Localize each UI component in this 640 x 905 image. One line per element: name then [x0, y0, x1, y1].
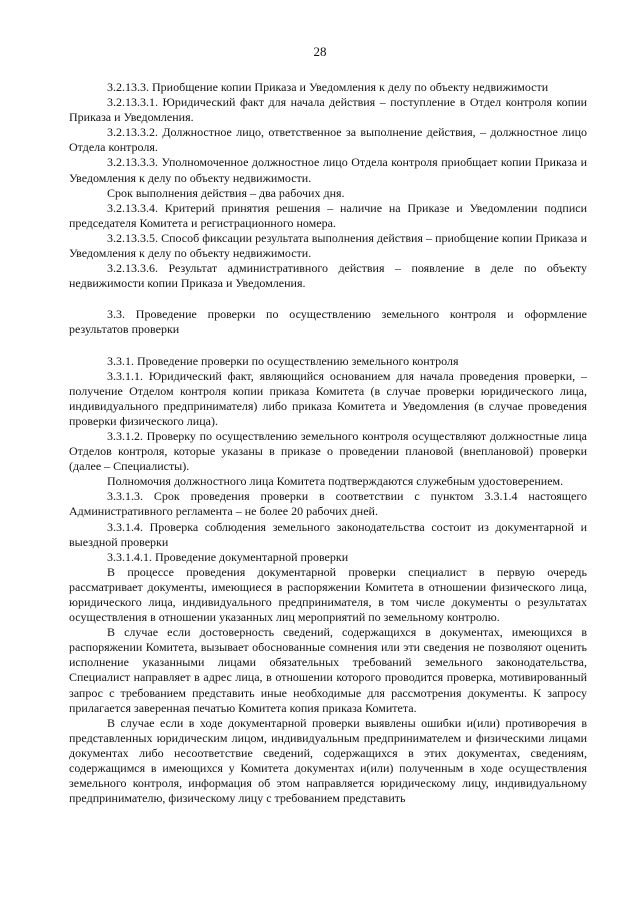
- paragraph: 3.2.13.3.4. Критерий принятия решения – наличие на Приказе и Уведомлении подписи председателя Комитета и регистрационного номера.: [69, 200, 587, 230]
- paragraph: 3.2.13.3.6. Результат административного действия – появление в деле по объекту недвижимости копии Приказа и Уведомления.: [69, 261, 587, 291]
- paragraph: 3.3.1.2. Проверку по осуществлению земельного контроля осуществляют должностные лица Отделов контроля, которые указаны в приказе о проведении плановой (внеплановой) проверки (далее – Специалисты).: [69, 428, 587, 474]
- paragraph: 3.3.1.4. Проверка соблюдения земельного законодательства состоит из документарной и выездной проверки: [69, 519, 587, 549]
- subsection-heading: 3.3.1. Проведение проверки по осуществлению земельного контроля: [107, 353, 459, 368]
- paragraph: В случае если в ходе документарной проверки выявлены ошибки и(или) противоречия в представленных юридическим лицом, индивидуальным предпринимателем и физическими лицами документах либо несоответствие сведений, содержащихся в этих документах, сведениям, содержащимся в имеющихся у Комитета документах и(или) полученным в ходе осуществления земельного контроля, информация об этом направляется юридическому лицу, индивидуальному предпринимателю, физическому лицу с требованием представить: [69, 715, 587, 806]
- paragraph: 3.2.13.3. Приобщение копии Приказа и Уведомления к делу по объекту недвижимости: [107, 80, 549, 94]
- paragraph: 3.3.1.3. Срок проведения проверки в соответствии с пунктом 3.3.1.4 настоящего Административного регламента – не более 20 рабочих дней.: [69, 489, 587, 519]
- paragraph: 3.3.1.1. Юридический факт, являющийся основанием для начала проведения проверки, – получение Отделом контроля копии приказа Комитета (в случае проверки юридического лица, индивидуального предпринимателя) либо приказа Комитета и Уведомления (в случае проведения проверки физического лица).: [69, 368, 587, 428]
- paragraph: Полномочия должностного лица Комитета подтверждаются служебным удостоверением.: [107, 474, 564, 489]
- paragraph: 3.2.13.3.2. Должностное лицо, ответственное за выполнение действия, – должностное лицо Отдела контроля.: [69, 125, 587, 155]
- section-heading: 3.3. Проведение проверки по осуществлению земельного контроля и оформление результатов проверки: [69, 307, 587, 337]
- paragraph: В случае если достоверность сведений, содержащихся в документах, имеющихся в распоряжении Комитета, вызывает обоснованные сомнения или эти сведения не позволяют оценить исполнение указанными лицами обязательных требований земельного законодательства, Специалист направляет в адрес лица, в отношении которого проводится проверка, мотивированный запрос с требованием представить иные необходимые для рассмотрения документы. К запросу прилагается заверенная печатью Комитета копия приказа Комитета.: [69, 625, 587, 715]
- paragraph: Срок выполнения действия – два рабочих дня.: [107, 185, 345, 200]
- paragraph: 3.2.13.3.5. Способ фиксации результата выполнения действия – приобщение копии Приказа и Уведомления к делу по объекту недвижимости.: [69, 230, 587, 261]
- page-number: 28: [313, 44, 327, 59]
- paragraph: 3.3.1.4.1. Проведение документарной проверки: [107, 549, 349, 564]
- paragraph: В процессе проведения документарной проверки специалист в первую очередь рассматривает документы, имеющиеся в распоряжении Комитета в отношении физического лица, юридического лица, индивидуального предпринимателя, в том числе документы о результатах осуществления в отношении указанных лиц мероприятий по земельному контролю.: [69, 564, 587, 625]
- document-body: [69, 80, 587, 806]
- paragraph: 3.2.13.3.3. Уполномоченное должностное лицо Отдела контроля приобщает копии Приказа и Уведомления к делу по объекту недвижимости.: [69, 155, 587, 185]
- paragraph: 3.2.13.3.1. Юридический факт для начала действия – поступление в Отдел контроля копии Приказа и Уведомления.: [69, 95, 587, 125]
